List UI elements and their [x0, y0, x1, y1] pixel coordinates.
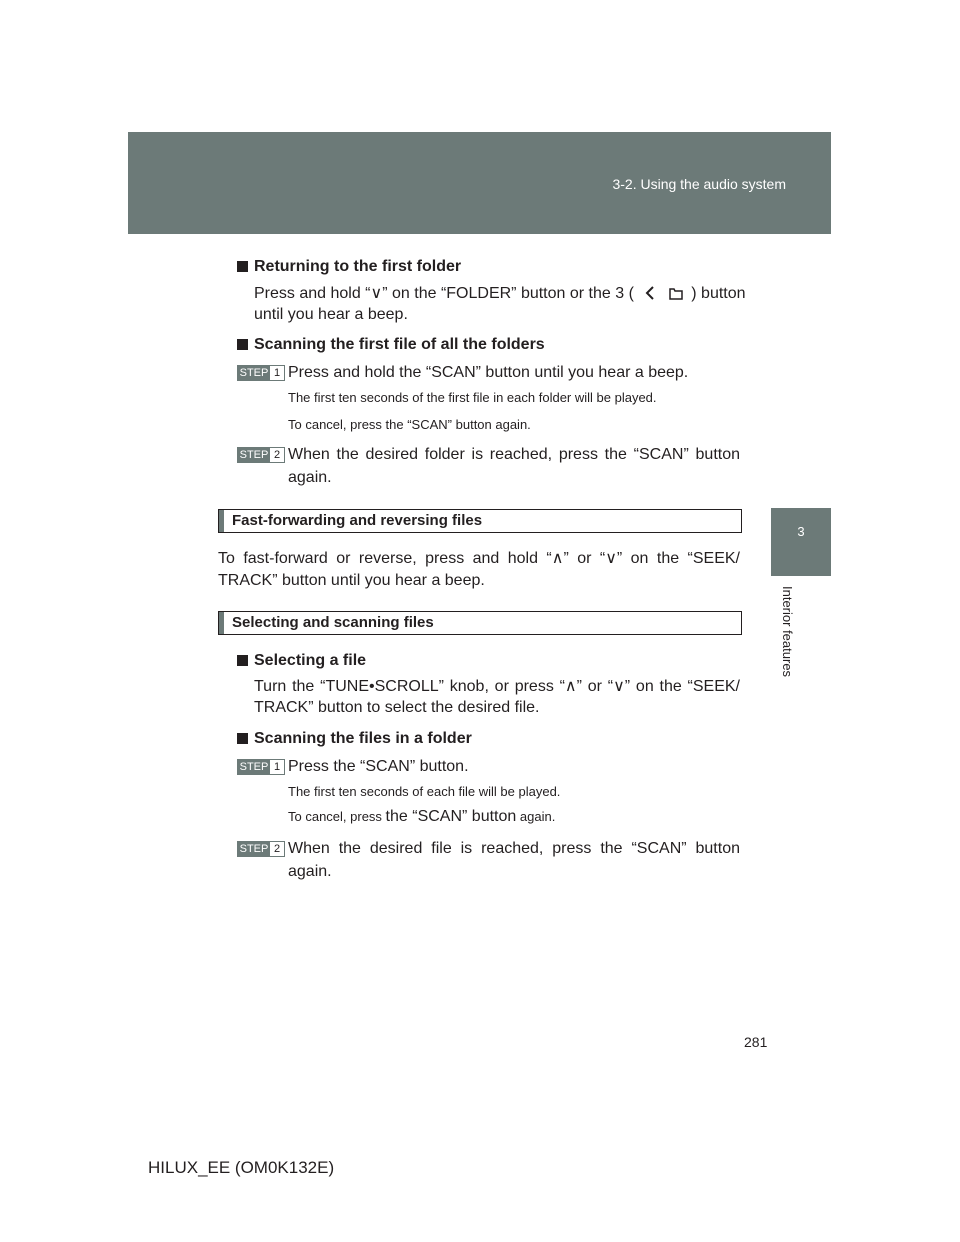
footer-model-code: HILUX_EE (OM0K132E) — [148, 1158, 335, 1177]
scan-folders-step1-text: Press and hold the “SCAN” button until you hear a beep. — [288, 364, 689, 381]
step-label: STEP — [239, 761, 269, 773]
selecting-line-1: Turn the “TUNE•SCROLL” knob, or press “∧” or “∨” on the “SEEK/ — [254, 678, 740, 695]
step-number: 2 — [273, 843, 281, 855]
section-title: Selecting and scanning files — [232, 614, 434, 631]
fast-forward-line-2: TRACK” button until you hear a beep. — [218, 572, 485, 589]
selecting-line-2: TRACK” button to select the desired file. — [254, 699, 540, 716]
returning-text-c: ) button — [691, 285, 746, 302]
section-header-title: 3-2. Using the audio system — [612, 176, 786, 192]
selecting-step2-line1: When the desired file is reached, press the “SCAN” button — [288, 840, 740, 857]
chapter-number: 3 — [797, 524, 805, 539]
returning-line-2: until you hear a beep. — [254, 306, 408, 323]
step-2-badge — [237, 841, 285, 857]
note-text-b: the “SCAN” button — [385, 808, 517, 825]
square-bullet-icon — [237, 339, 248, 350]
square-bullet-icon — [237, 733, 248, 744]
step-label: STEP — [239, 367, 269, 379]
square-bullet-icon — [237, 261, 248, 272]
chapter-label-text: Interior features — [780, 586, 795, 678]
step-1-badge — [237, 759, 285, 775]
note-text-c: again. — [516, 809, 556, 824]
heading-scanning-files: Scanning the files in a folder — [254, 730, 472, 747]
section-bar — [219, 612, 224, 634]
heading-returning: Returning to the first folder — [254, 258, 462, 275]
returning-text-b: ” on the “FOLDER” button or the 3 ( — [382, 285, 634, 302]
section-bar — [219, 510, 224, 532]
scan-folders-step1-note1: The first ten seconds of the first file in each folder will be played. — [288, 390, 657, 405]
left-chevron-icon — [644, 286, 656, 300]
selecting-step1-text: Press the “SCAN” button. — [288, 758, 469, 775]
header-band — [128, 132, 831, 234]
heading-selecting-file: Selecting a file — [254, 652, 367, 669]
selecting-step2-line2: again. — [288, 863, 332, 880]
selecting-step1-note2 — [288, 808, 555, 826]
step-label: STEP — [239, 843, 269, 855]
note-text-a: To cancel, press — [288, 809, 386, 824]
step-label: STEP — [239, 449, 269, 461]
step-number: 2 — [273, 449, 281, 461]
step-number: 1 — [273, 761, 281, 773]
folder-icon — [669, 287, 683, 300]
section-header-selecting — [218, 611, 742, 635]
chapter-tab — [771, 508, 831, 576]
section-header-fast-forward — [218, 509, 742, 533]
scan-folders-step1-note2: To cancel, press the “SCAN” button again. — [288, 417, 531, 432]
scan-folders-step2-line2: again. — [288, 469, 332, 486]
chapter-label — [775, 586, 797, 696]
returning-line-1 — [254, 283, 746, 303]
step-1-badge — [237, 365, 285, 381]
down-chevron-glyph: ∨ — [370, 285, 383, 302]
step-2-badge — [237, 447, 285, 463]
square-bullet-icon — [237, 655, 248, 666]
step-number: 1 — [273, 367, 281, 379]
scan-folders-step2-line1: When the desired folder is reached, press the “SCAN” button — [288, 446, 740, 463]
section-title: Fast-forwarding and reversing files — [232, 512, 483, 529]
fast-forward-line-1: To fast-forward or reverse, press and hold “∧” or “∨” on the “SEEK/ — [218, 550, 740, 567]
returning-text-a: Press and hold “ — [254, 285, 371, 302]
selecting-step1-note1: The first ten seconds of each file will be played. — [288, 784, 561, 799]
page-number: 281 — [744, 1034, 768, 1050]
heading-scan-folders: Scanning the first file of all the folders — [254, 336, 545, 353]
